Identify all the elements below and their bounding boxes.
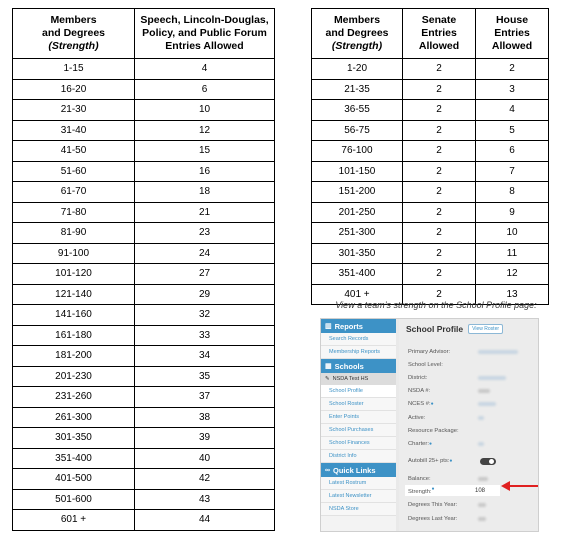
entries-allowed-header: Speech, Lincoln-Douglas, Policy, and Public Forum Entries Allowed [135,9,275,59]
table-header-row [312,9,549,59]
strength-range-cell: 141-160 [13,305,135,326]
table-row [13,223,275,244]
entries-allowed-cell: 42 [135,469,275,490]
help-icon[interactable]: ● [428,441,432,447]
entries-allowed-cell: 39 [135,428,275,449]
strength-range-cell: 51-60 [13,161,135,182]
table-row [13,346,275,367]
strength-range-cell: 21-30 [13,100,135,121]
entries-allowed-cell: 16 [135,161,275,182]
strength-range-cell: 21-35 [312,79,403,100]
house-entries-cell: 3 [476,79,549,100]
redacted-value [478,402,496,406]
senate-entries-cell: 2 [403,182,476,203]
redacted-value [478,517,486,521]
sidebar-link[interactable]: Enter Points [321,411,396,424]
strength-range-cell: 36-55 [312,100,403,121]
redacted-value [478,350,518,354]
profile-field-label: Charter: [408,441,429,447]
profile-field [408,426,533,436]
link-icon: ∞ [325,466,330,474]
redacted-value [478,416,484,420]
strength-range-cell: 351-400 [312,264,403,285]
table-row [312,264,549,285]
strength-range-cell: 121-140 [13,284,135,305]
table-row [312,161,549,182]
table-row [13,100,275,121]
senate-entries-cell: 2 [403,284,476,305]
entries-allowed-cell: 34 [135,346,275,367]
members-degrees-header: Members and Degrees (Strength) [13,9,135,59]
profile-field [408,514,533,524]
table-row [13,489,275,510]
senate-entries-cell: 2 [403,161,476,182]
strength-range-cell: 1-15 [13,59,135,80]
sidebar-link[interactable]: School Purchases [321,424,396,437]
profile-field-label: NCES #: [408,401,431,407]
table-row [13,161,275,182]
strength-range-cell: 31-40 [13,120,135,141]
speech-entries-table [12,8,275,531]
sidebar-link[interactable]: School Finances [321,437,396,450]
table-row [13,120,275,141]
house-entries-cell: 13 [476,284,549,305]
red-arrow-icon [500,480,540,492]
profile-field [408,413,533,423]
profile-field-label: Active: [408,415,426,421]
senate-entries-cell: 2 [403,120,476,141]
entries-allowed-cell: 27 [135,264,275,285]
strength-range-cell: 401 + [312,284,403,305]
profile-field [408,360,533,370]
strength-range-cell: 41-50 [13,141,135,162]
table-row [312,79,549,100]
redacted-value [478,376,506,380]
house-entries-cell: 2 [476,59,549,80]
table-row [312,223,549,244]
table-row [13,366,275,387]
house-entries-cell: 9 [476,202,549,223]
table-row [13,141,275,162]
sidebar-link[interactable]: Latest Rostrum [321,477,396,490]
senate-entries-cell: 2 [403,202,476,223]
table-row [13,264,275,285]
senate-entries-cell: 2 [403,59,476,80]
strength-range-cell: 261-300 [13,407,135,428]
profile-field-label: NSDA #: [408,388,431,394]
senate-entries-cell: 2 [403,141,476,162]
profile-caption: View a team’s strength on the School Profile page: [335,300,537,310]
sidebar-link[interactable]: Search Records [321,333,396,346]
table-row [13,510,275,531]
sidebar-link[interactable]: Membership Reports [321,346,396,359]
profile-field-label: District: [408,375,428,381]
house-entries-cell: 12 [476,264,549,285]
strength-range-cell: 101-120 [13,264,135,285]
schools-header[interactable]: ▦ Schools [321,359,396,373]
table-row [13,387,275,408]
strength-range-cell: 301-350 [13,428,135,449]
strength-range-cell: 91-100 [13,243,135,264]
strength-range-cell: 1-20 [312,59,403,80]
quick-links-header[interactable]: ∞ Quick Links [321,463,396,477]
entries-allowed-cell: 24 [135,243,275,264]
entries-allowed-cell: 6 [135,79,275,100]
entries-allowed-cell: 33 [135,325,275,346]
help-icon[interactable]: ● [431,486,435,493]
table-row [312,100,549,121]
profile-field-label: Autobill 25+ pts: [408,458,450,464]
sidebar-link[interactable]: Latest Newsletter [321,490,396,503]
profile-field [408,456,533,466]
school-icon: ▦ [325,363,332,370]
profile-field [408,399,533,409]
house-entries-cell: 4 [476,100,549,121]
entries-allowed-cell: 12 [135,120,275,141]
strength-range-cell: 301-350 [312,243,403,264]
school-name: ✎ NSDA Test HS [321,373,396,385]
strength-range-cell: 401-500 [13,469,135,490]
table-row [13,448,275,469]
table-row [312,243,549,264]
members-degrees-header: Members and Degrees (Strength) [312,9,403,59]
profile-panel [399,319,539,532]
entries-allowed-cell: 38 [135,407,275,428]
strength-range-cell: 56-75 [312,120,403,141]
sidebar-link[interactable]: NSDA Store [321,503,396,516]
house-entries-cell: 11 [476,243,549,264]
profile-field [408,386,533,396]
strength-range-cell: 81-90 [13,223,135,244]
house-entries-cell: 6 [476,141,549,162]
profile-field-label: Degrees Last Year: [408,516,458,522]
congress-entries-table [311,8,549,305]
view-roster-button[interactable]: View Roster [468,324,503,334]
help-icon[interactable]: ● [449,458,453,464]
table-row [312,182,549,203]
profile-field-label: Balance: [408,476,431,482]
sidebar-link[interactable]: School Profile [321,385,396,398]
table-row [13,407,275,428]
strength-range-cell: 201-230 [13,366,135,387]
strength-range-cell: 501-600 [13,489,135,510]
autobill-toggle[interactable] [480,458,496,465]
profile-field [408,347,533,357]
senate-entries-cell: 2 [403,100,476,121]
help-icon[interactable]: ● [430,401,434,407]
entries-allowed-cell: 21 [135,202,275,223]
strength-range-cell: 181-200 [13,346,135,367]
entries-allowed-cell: 32 [135,305,275,326]
table-row [13,469,275,490]
strength-range-cell: 161-180 [13,325,135,346]
strength-range-cell: 101-150 [312,161,403,182]
entries-allowed-cell: 35 [135,366,275,387]
profile-field-label: Degrees This Year: [408,502,458,508]
entries-allowed-cell: 37 [135,387,275,408]
entries-allowed-cell: 15 [135,141,275,162]
entries-allowed-cell: 10 [135,100,275,121]
entries-allowed-cell: 43 [135,489,275,510]
strength-range-cell: 201-250 [312,202,403,223]
table-row [13,202,275,223]
strength-range-cell: 71-80 [13,202,135,223]
wrench-icon: ✎ [325,376,330,382]
table-header-row [13,9,275,59]
house-entries-cell: 10 [476,223,549,244]
table-row [13,79,275,100]
table-row [312,120,549,141]
entries-allowed-cell: 29 [135,284,275,305]
table-row [13,305,275,326]
strength-range-cell: 16-20 [13,79,135,100]
profile-field-label: School Level: [408,362,443,368]
table-row [13,182,275,203]
entries-allowed-cell: 18 [135,182,275,203]
house-entries-cell: 8 [476,182,549,203]
profile-field [408,373,533,383]
redacted-value [478,442,484,446]
strength-range-cell: 76-100 [312,141,403,162]
table-row [312,202,549,223]
senate-entries-cell: 2 [403,223,476,244]
strength-value: 108 [475,487,486,494]
school-profile-screenshot [320,318,539,532]
strength-label: Strength:● [408,486,435,495]
page-title: School Profile [406,324,464,334]
profile-field-label: Resource Package: [408,428,459,434]
strength-range-cell: 251-300 [312,223,403,244]
table-row [13,428,275,449]
strength-range-cell: 351-400 [13,448,135,469]
redacted-value [478,503,486,507]
senate-entries-header: Senate Entries Allowed [403,9,476,59]
strength-range-cell: 601 + [13,510,135,531]
profile-field [408,439,533,449]
redacted-value [478,477,488,481]
profile-field [408,500,533,510]
table-row [13,243,275,264]
senate-entries-cell: 2 [403,264,476,285]
table-row [13,284,275,305]
entries-allowed-cell: 44 [135,510,275,531]
redacted-value [478,389,490,393]
strength-range-cell: 151-200 [312,182,403,203]
house-entries-cell: 5 [476,120,549,141]
table-row [13,59,275,80]
sidebar-link[interactable]: School Roster [321,398,396,411]
entries-allowed-cell: 23 [135,223,275,244]
house-entries-cell: 7 [476,161,549,182]
sidebar [321,319,396,532]
senate-entries-cell: 2 [403,79,476,100]
strength-range-cell: 231-260 [13,387,135,408]
entries-allowed-cell: 4 [135,59,275,80]
sidebar-link[interactable]: District Info [321,450,396,463]
house-entries-header: House Entries Allowed [476,9,549,59]
chart-icon: ▥ [325,323,332,330]
table-row [312,59,549,80]
entries-allowed-cell: 40 [135,448,275,469]
table-row [13,325,275,346]
senate-entries-cell: 2 [403,243,476,264]
profile-field-label: Primary Advisor: [408,349,451,355]
strength-row [405,485,500,496]
table-row [312,141,549,162]
reports-header[interactable]: ▥ Reports [321,319,396,333]
strength-range-cell: 61-70 [13,182,135,203]
